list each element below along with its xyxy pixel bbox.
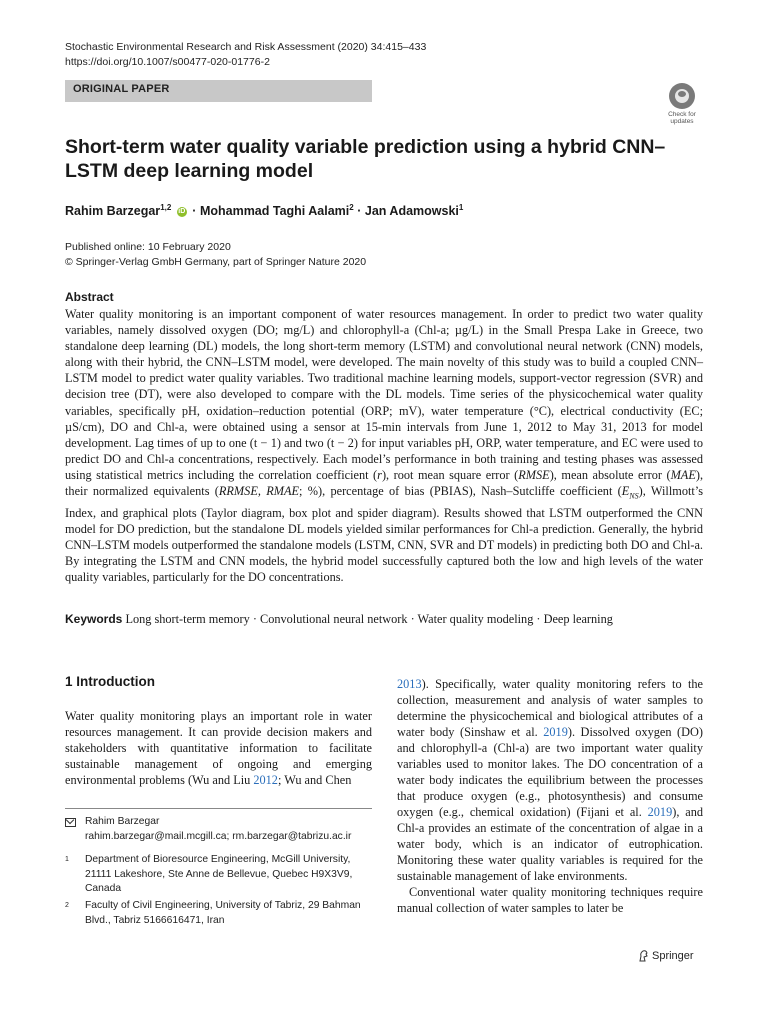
author-affiliation-mark: 1 — [458, 203, 464, 212]
abstract-segment: ), their normalized equivalents ( — [65, 467, 704, 499]
check-updates-label — [660, 111, 704, 125]
abstract-segment: ), mean absolute error ( — [549, 467, 671, 482]
author-name[interactable]: Rahim Barzegar — [65, 204, 161, 219]
check-updates-line-2: updates — [670, 118, 694, 125]
publication-info — [65, 240, 366, 270]
intro-right-column — [397, 676, 703, 916]
envelope-icon — [65, 818, 76, 827]
corresponding-author-name: Rahim Barzegar — [85, 816, 160, 827]
author-list — [65, 203, 463, 218]
orcid-icon[interactable]: iD — [178, 207, 186, 215]
body-text: ). Specifically, water quality monitoring refers to the collection, measurement and analysis of water samples to determine the physicochemical and biological attributes of a water body (Sinshaw et al. — [397, 677, 703, 739]
check-updates-icon — [669, 83, 695, 109]
body-text: ). Dissolved oxygen (DO) and chlorophyll-a (Chl-a) are two important water quality variables used to monitor lakes. The DO concentration of a water body indicates the equilibrium between the processes that produce oxygen (e.g., photosynthesis) and consume oxygen (e.g., chemical oxidation) (Fijani et al. — [397, 725, 703, 819]
abstract-symbol: E — [621, 484, 630, 499]
abstract-symbol: MAE — [670, 467, 696, 482]
author-separator: · — [192, 204, 197, 219]
article-type-label: ORIGINAL PAPER — [73, 83, 170, 95]
affiliation-number: 1 — [65, 856, 69, 863]
abstract-heading: Abstract — [65, 290, 114, 304]
abstract-segment: ; %), percentage of bias (PBIAS), Nash–Sutcliffe coefficient ( — [299, 484, 622, 499]
corresponding-author — [65, 815, 372, 845]
journal-citation: Stochastic Environmental Research and Risk Assessment (2020) 34:415–433 — [65, 41, 427, 53]
published-date: Published online: 10 February 2020 — [65, 241, 231, 253]
springer-horse-icon — [638, 950, 649, 962]
affiliation-footnote — [65, 853, 372, 897]
publisher-logo — [638, 950, 694, 962]
citation-link[interactable]: 2012 — [253, 773, 278, 787]
body-text: ), and Chl-a provides an estimate of the concentration of algae in a water body, which is an indicator of eutrophication. Monitoring these water quality variables is required for the sustainable management of lake environments. — [397, 805, 703, 883]
citation-link[interactable]: 2019 — [543, 725, 568, 739]
journal-header — [65, 40, 426, 70]
check-for-updates-badge[interactable] — [660, 83, 704, 125]
abstract-segment: ), Willmott’s Index, and graphical plots (Taylor diagram, box plot and spider diagram). Results showed that LSTM outperformed the CNN model for DO prediction, but the standalone DL models yielded similar performances for Chl-a prediction. Generally, the hybrid CNN–LSTM models outperformed the standalone models (LSTM, CNN, SVR and DT models) in predicting both DO and Chl-a. By integrating the LSTM and CNN models, the hybrid model successfully captured both the low and high levels of the water quality variables, particularly for the DO concentrations. — [65, 484, 704, 584]
affiliation-number: 2 — [65, 902, 69, 909]
citation-link[interactable]: 2013 — [397, 677, 422, 691]
keywords-label: Keywords — [65, 612, 123, 626]
affiliation-text: Faculty of Civil Engineering, University of Tabriz, 29 Bahman Blvd., Tabriz 5166616471, Iran — [85, 900, 361, 926]
corresponding-author-email[interactable]: rahim.barzegar@mail.mcgill.ca; rm.barzegar@tabrizu.ac.ir — [85, 830, 352, 842]
doi-link[interactable]: https://doi.org/10.1007/s00477-020-01776-2 — [65, 56, 270, 68]
intro-left-column — [65, 708, 372, 788]
author-name[interactable]: Mohammad Taghi Aalami — [199, 204, 350, 219]
abstract-segment: Water quality monitoring is an important component of water resources management. In order to predict two water quality variables, namely dissolved oxygen (DO; mg/L) and chlorophyll-a (Chl-a; µg/L) in the Small Prespa Lake in Greece, two standalone deep learning (DL) models, the long short-term memory (LSTM) and convolutional neural network (CNN) models, along with their hybrid, the CNN–LSTM model, were developed. The main novelty of this study was to build a coupled CNN–LSTM model to predict water quality variables. Two traditional machine learning models, support-vector regression (SVR) and decision tree (DT), were also developed to compare with the DL models. Time series of the physicochemical water quality variables, specifically pH, oxidation–reduction potential (ORP; mV), water temperature (°C), electrical conductivity (EC; µS/cm), DO and Chl-a, were obtained using a sensor at 15-min intervals from June 1, 2012 to May 31, 2013 for model development. Lag times of up to one (t − 1) and two (t − 2) for input variables pH, ORP, water temperature, and EC were used to predict DO and Chl-a concentrations, respectively. Each model’s performance in both training and testing phases was assessed using statistical metrics including the correlation coefficient ( — [65, 307, 703, 482]
abstract-segment: ), root mean square error ( — [381, 467, 519, 482]
author-affiliation-mark: 1,2 — [160, 203, 172, 212]
abstract-text — [65, 306, 703, 585]
section-heading: 1 Introduction — [65, 674, 155, 689]
keywords — [65, 612, 705, 627]
affiliation-footnote — [65, 899, 372, 929]
footnote-divider — [65, 808, 372, 809]
paper-title: Short-term water quality variable prediction using a hybrid CNN–LSTM deep learning model — [65, 136, 666, 182]
body-text: ; Wu and Chen — [277, 773, 352, 787]
citation-link[interactable]: 2019 — [647, 805, 673, 819]
author-separator: · — [357, 204, 362, 219]
check-updates-line-1: Check for — [668, 111, 696, 118]
abstract-symbol: RMSE — [518, 467, 550, 482]
author-name[interactable]: Jan Adamowski — [364, 204, 459, 219]
author-affiliation-mark: 2 — [349, 203, 354, 212]
body-text: Water quality monitoring plays an important role in water resources management. It can provide decision makers and stakeholders with quantitative information to facilitate sustainable management of ongoing and emerging environmental problems (Wu and Liu — [65, 709, 372, 787]
affiliation-text: Department of Bioresource Engineering, McGill University, 21111 Lakeshore, Ste Anne de Bellevue, Quebec H9X3V9, Canada — [85, 854, 353, 894]
keywords-list: Long short-term memory · Convolutional neural network · Water quality modeling · Deep learning — [125, 612, 613, 626]
publisher-name: Springer — [652, 950, 694, 962]
article-type-banner — [65, 80, 372, 102]
abstract-symbol: RRMSE, RMAE — [218, 484, 300, 499]
body-paragraph — [397, 676, 703, 884]
copyright-notice: © Springer-Verlag GmbH Germany, part of Springer Nature 2020 — [65, 256, 367, 268]
abstract-symbol-subscript: NS — [629, 491, 639, 501]
body-paragraph: Conventional water quality monitoring techniques require manual collection of water samples to later be — [397, 885, 703, 915]
abstract-symbol: r — [377, 467, 382, 482]
